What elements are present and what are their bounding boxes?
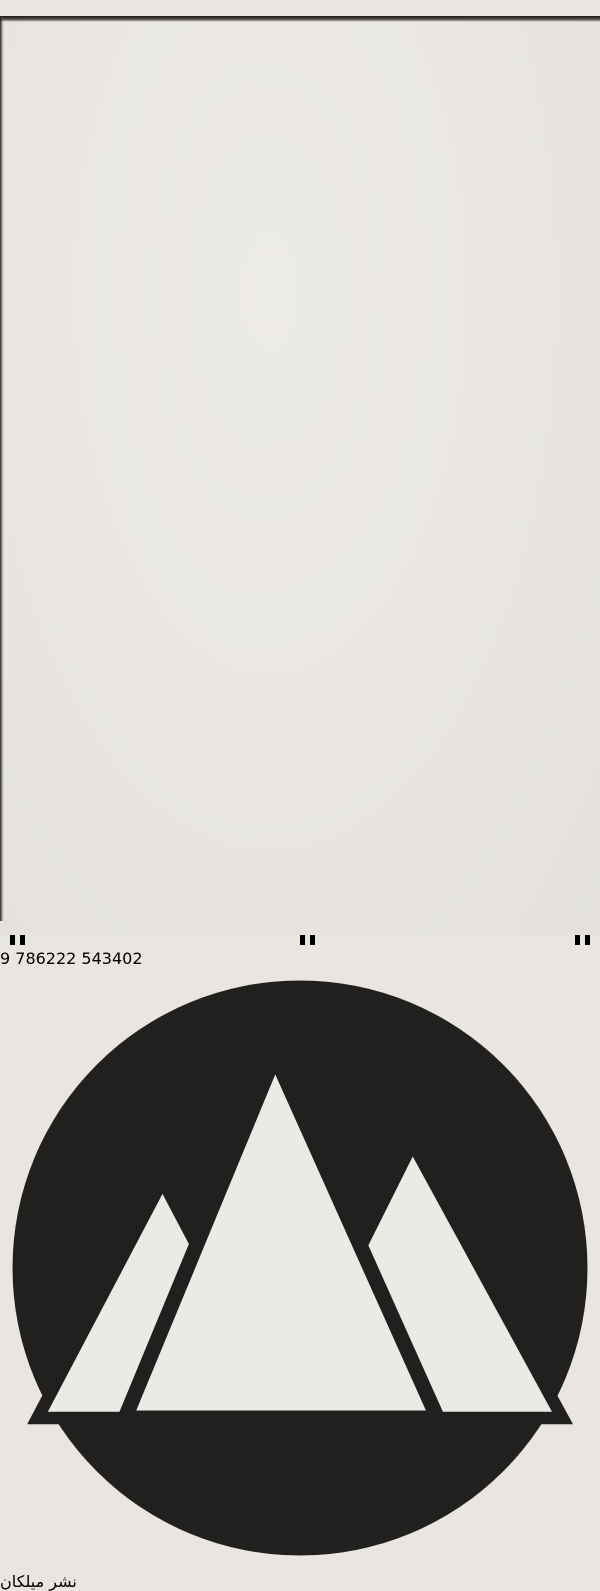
cover-paper	[0, 16, 600, 935]
scan-edge-right	[592, 16, 600, 921]
publisher-mark	[0, 968, 600, 1591]
book-back-cover	[0, 16, 600, 1591]
isbn-digits: 9 786222 543402	[0, 949, 143, 968]
scan-edge-top	[0, 16, 600, 22]
scan-edge-left	[0, 16, 4, 921]
publisher-name: نشر میلکان	[0, 1572, 77, 1591]
mountains-in-circle-icon	[0, 968, 600, 1568]
